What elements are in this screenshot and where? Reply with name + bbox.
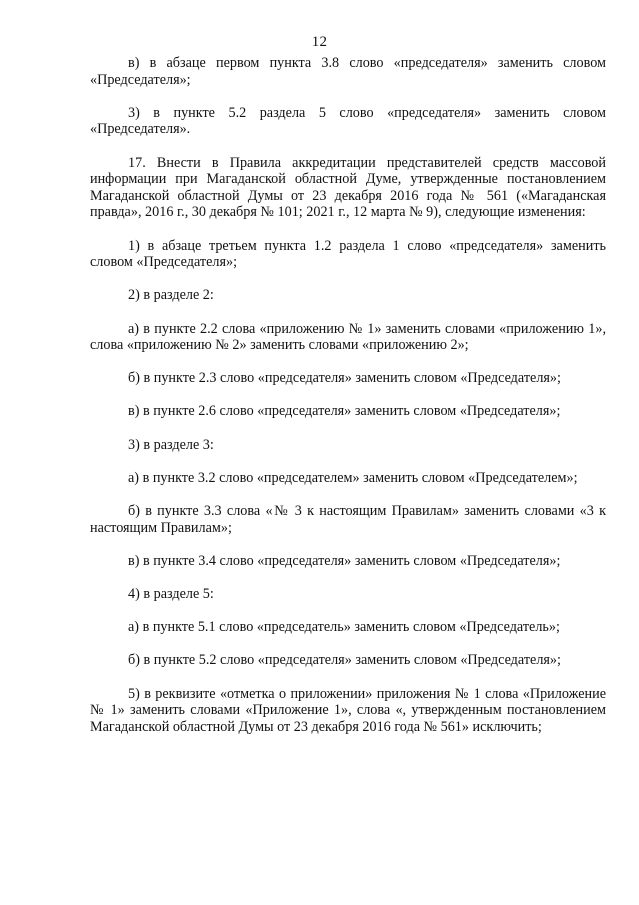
paragraph-item-17-4: 4) в разделе 5: <box>128 586 214 602</box>
paragraph-item-17-2: 2) в разделе 2: <box>128 287 214 304</box>
paragraph-item-17-3-b: б) в пункте 3.3 слова «№ 3 к настоящим Правилам» заменить словами «3 к настоящим Правилам»; <box>90 503 606 536</box>
paragraph-item-17-2-b: б) в пункте 2.3 слово «председателя» заменить словом «Председателя»; <box>128 370 561 387</box>
paragraph-item-17-3-v: в) в пункте 3.4 слово «председателя» заменить словом «Председателя»; <box>128 552 561 569</box>
paragraph-item-17-1: 1) в абзаце третьем пункта 1.2 раздела 1 слово «председателя» заменить словом «Председателя»; <box>90 237 606 271</box>
paragraph-item-17-4-b: б) в пункте 5.2 слово «председателя» заменить словом «Председателя»; <box>128 652 561 669</box>
paragraph-item-17-3-a: а) в пункте 3.2 слово «председателем» заменить словом «Председателем»; <box>128 469 578 486</box>
paragraph-item-17-3: 3) в разделе 3: <box>128 436 214 453</box>
paragraph-item-17: 17. Внести в Правила аккредитации представителей средств массовой информации при Магаданской областной Думе, утвержденные постановлением Магаданской областной Думы от 23 декабря 2016 года № 561 («Магаданская правда», 2016 г., 30 декабря № 101; 2021 г., 12 марта № 9), следующие изменения: <box>90 154 606 221</box>
document-body <box>90 55 606 735</box>
paragraph-amendment-3-8: в) в абзаце первом пункта 3.8 слово «председателя» заменить словом «Председателя»; <box>90 55 606 88</box>
paragraph-item-17-4-a: а) в пункте 5.1 слово «председатель» заменить словом «Председатель»; <box>128 619 560 636</box>
paragraph-amendment-5-2: 3) в пункте 5.2 раздела 5 слово «председателя» заменить словом «Председателя». <box>90 104 606 138</box>
paragraph-item-17-2-v: в) в пункте 2.6 слово «председателя» заменить словом «Председателя»; <box>128 403 561 420</box>
paragraph-item-17-5: 5) в реквизите «отметка о приложении» приложения № 1 слова «Приложение № 1» заменить словами «Приложение 1», слова «, утвержденным постановлением Магаданской областной Думы от 23 декабря 2016 года № 561» исключить; <box>90 685 606 735</box>
paragraph-item-17-2-a: а) в пункте 2.2 слова «приложению № 1» заменить словами «приложению 1», слова «приложению № 2» заменить словами «приложению 2»; <box>90 320 606 354</box>
page-number: 12 <box>311 34 328 50</box>
